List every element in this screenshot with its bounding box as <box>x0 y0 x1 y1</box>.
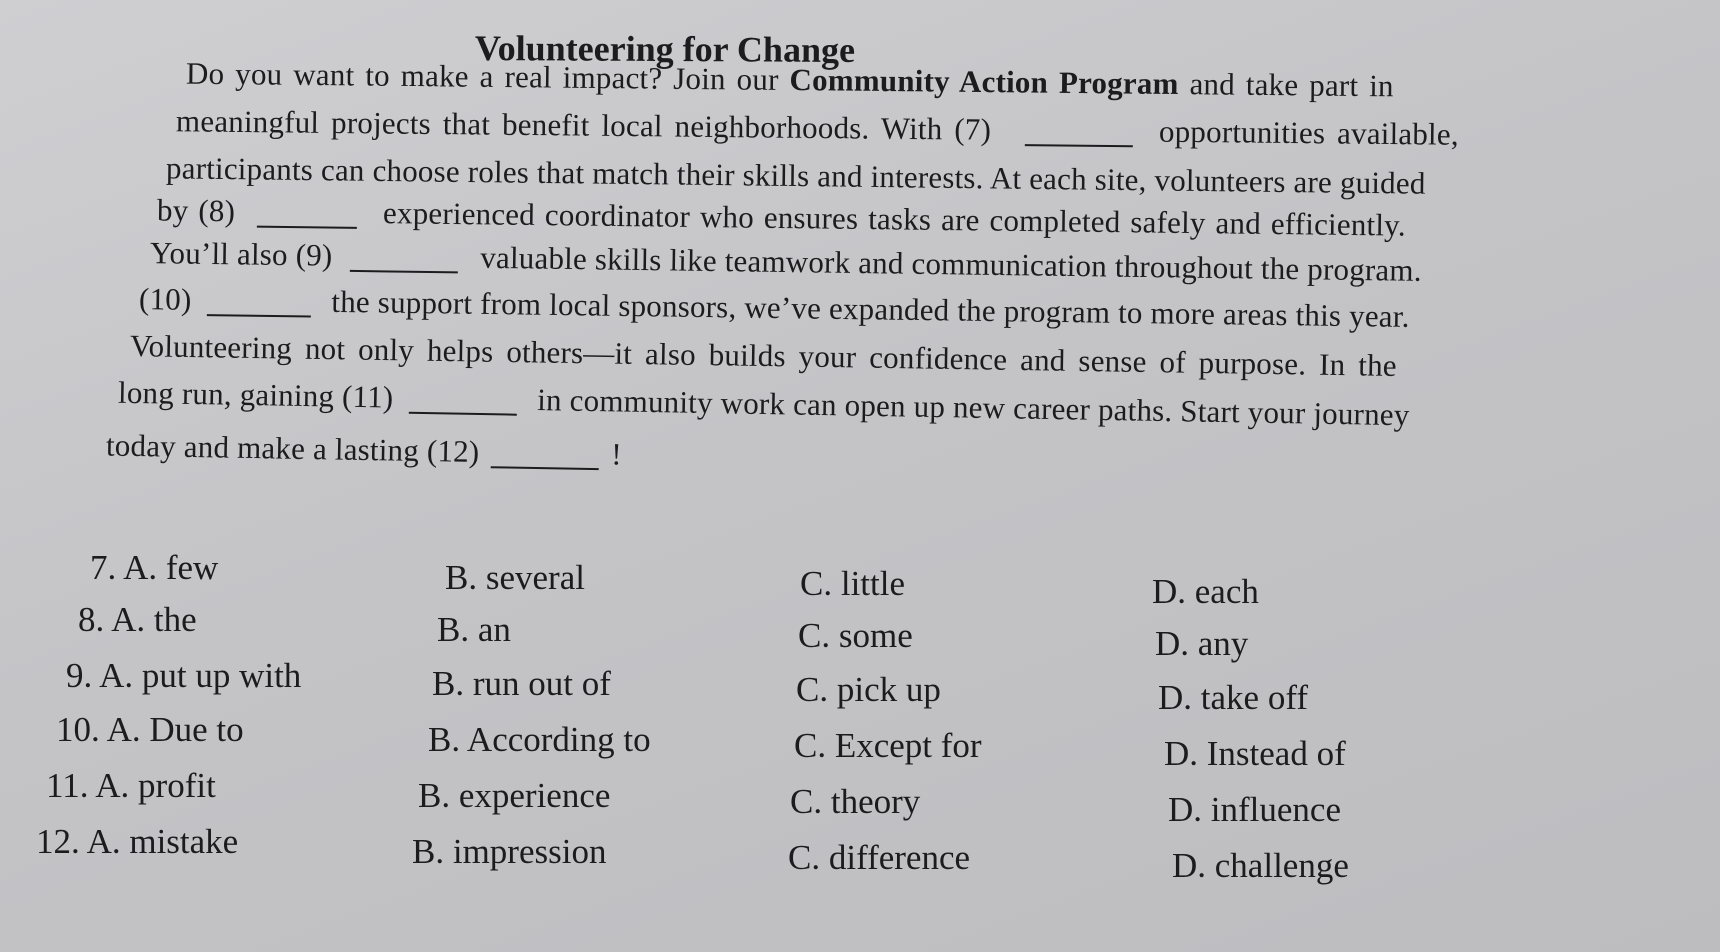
option-d[interactable]: D. influence <box>1168 790 1341 829</box>
option-c[interactable]: C. theory <box>790 782 921 821</box>
option-b[interactable]: B. several <box>445 558 585 597</box>
page-title: Volunteering for Change <box>474 28 856 70</box>
blank-12[interactable] <box>491 465 599 470</box>
blank-8[interactable] <box>257 225 357 229</box>
option-b[interactable]: B. According to <box>428 720 651 759</box>
passage-text: today and make a lasting (12) <box>105 427 480 470</box>
blank-10[interactable] <box>207 313 311 317</box>
passage-text: by (8) <box>156 192 236 229</box>
passage-text: and take part in <box>1178 66 1394 104</box>
blank-7[interactable] <box>1025 143 1133 147</box>
passage-line <box>157 192 1406 243</box>
question-7-number-and-a <box>90 548 218 588</box>
option-c[interactable]: C. difference <box>788 838 971 877</box>
option-d[interactable]: D. each <box>1152 572 1259 611</box>
question-number: 11. <box>46 766 89 805</box>
passage-line <box>150 235 1422 289</box>
passage-text: You’ll also (9) <box>149 235 333 273</box>
option-a[interactable]: A. Due to <box>106 710 244 749</box>
option-d[interactable]: D. take off <box>1158 678 1308 717</box>
question-10-number-and-a <box>56 710 244 750</box>
passage-text: long run, gaining (11) <box>117 374 394 415</box>
question-9-number-and-a <box>66 656 301 696</box>
passage-text: Volunteering not only helps others—it also builds your confidence and sense of purpose. In the <box>129 328 1398 383</box>
option-b[interactable]: B. experience <box>418 776 611 815</box>
option-a[interactable]: A. mistake <box>86 822 239 861</box>
option-a[interactable]: A. profit <box>95 766 216 805</box>
option-a[interactable]: A. put up with <box>99 656 302 695</box>
passage-line <box>106 428 622 473</box>
passage-line <box>139 281 1410 335</box>
question-8-number-and-a <box>78 600 197 640</box>
passage-text: valuable skills like teamwork and communication throughout the program. <box>480 239 1422 288</box>
option-d[interactable]: D. any <box>1155 624 1249 663</box>
passage-text: meaningful projects that benefit local neighborhoods. With (7) <box>175 103 992 147</box>
passage-line <box>176 103 1459 152</box>
option-b[interactable]: B. an <box>437 610 511 649</box>
question-number: 7. <box>90 548 117 587</box>
option-a[interactable]: A. few <box>123 548 219 587</box>
option-c[interactable]: C. little <box>800 564 905 603</box>
blank-9[interactable] <box>350 269 458 274</box>
passage-text: in community work can open up new career paths. Start your journey <box>536 382 1410 433</box>
passage-text: opportunities available, <box>1158 113 1459 152</box>
option-d[interactable]: D. challenge <box>1172 846 1349 885</box>
program-name: Community Action Program <box>789 61 1179 102</box>
option-b[interactable]: B. impression <box>412 832 607 871</box>
passage-line <box>118 375 1410 434</box>
question-number: 10. <box>56 710 100 749</box>
passage-text: experienced coordinator who ensures tasks are completed safely and efficiently. <box>382 195 1407 243</box>
question-number: 8. <box>78 600 105 639</box>
blank-11[interactable] <box>409 411 517 416</box>
passage-text: the support from local sponsors, we’ve expanded the program to more areas this year. <box>331 283 1410 334</box>
passage-line <box>130 328 1397 384</box>
option-c[interactable]: C. pick up <box>796 670 941 709</box>
passage-text: Do you want to make a real impact? Join our <box>185 55 790 97</box>
option-a[interactable]: A. the <box>111 600 197 639</box>
question-number: 12. <box>36 822 80 861</box>
option-d[interactable]: D. Instead of <box>1164 734 1346 773</box>
passage-text: (10) <box>138 281 192 317</box>
option-c[interactable]: C. Except for <box>794 726 982 765</box>
option-c[interactable]: C. some <box>798 616 913 655</box>
option-b[interactable]: B. run out of <box>432 664 611 703</box>
question-12-number-and-a <box>36 822 238 862</box>
question-11-number-and-a <box>46 766 216 806</box>
passage-text: participants can choose roles that match their skills and interests. At each site, volunteers are guided <box>165 150 1426 201</box>
passage-text: ! <box>610 436 623 472</box>
question-number: 9. <box>66 656 93 695</box>
